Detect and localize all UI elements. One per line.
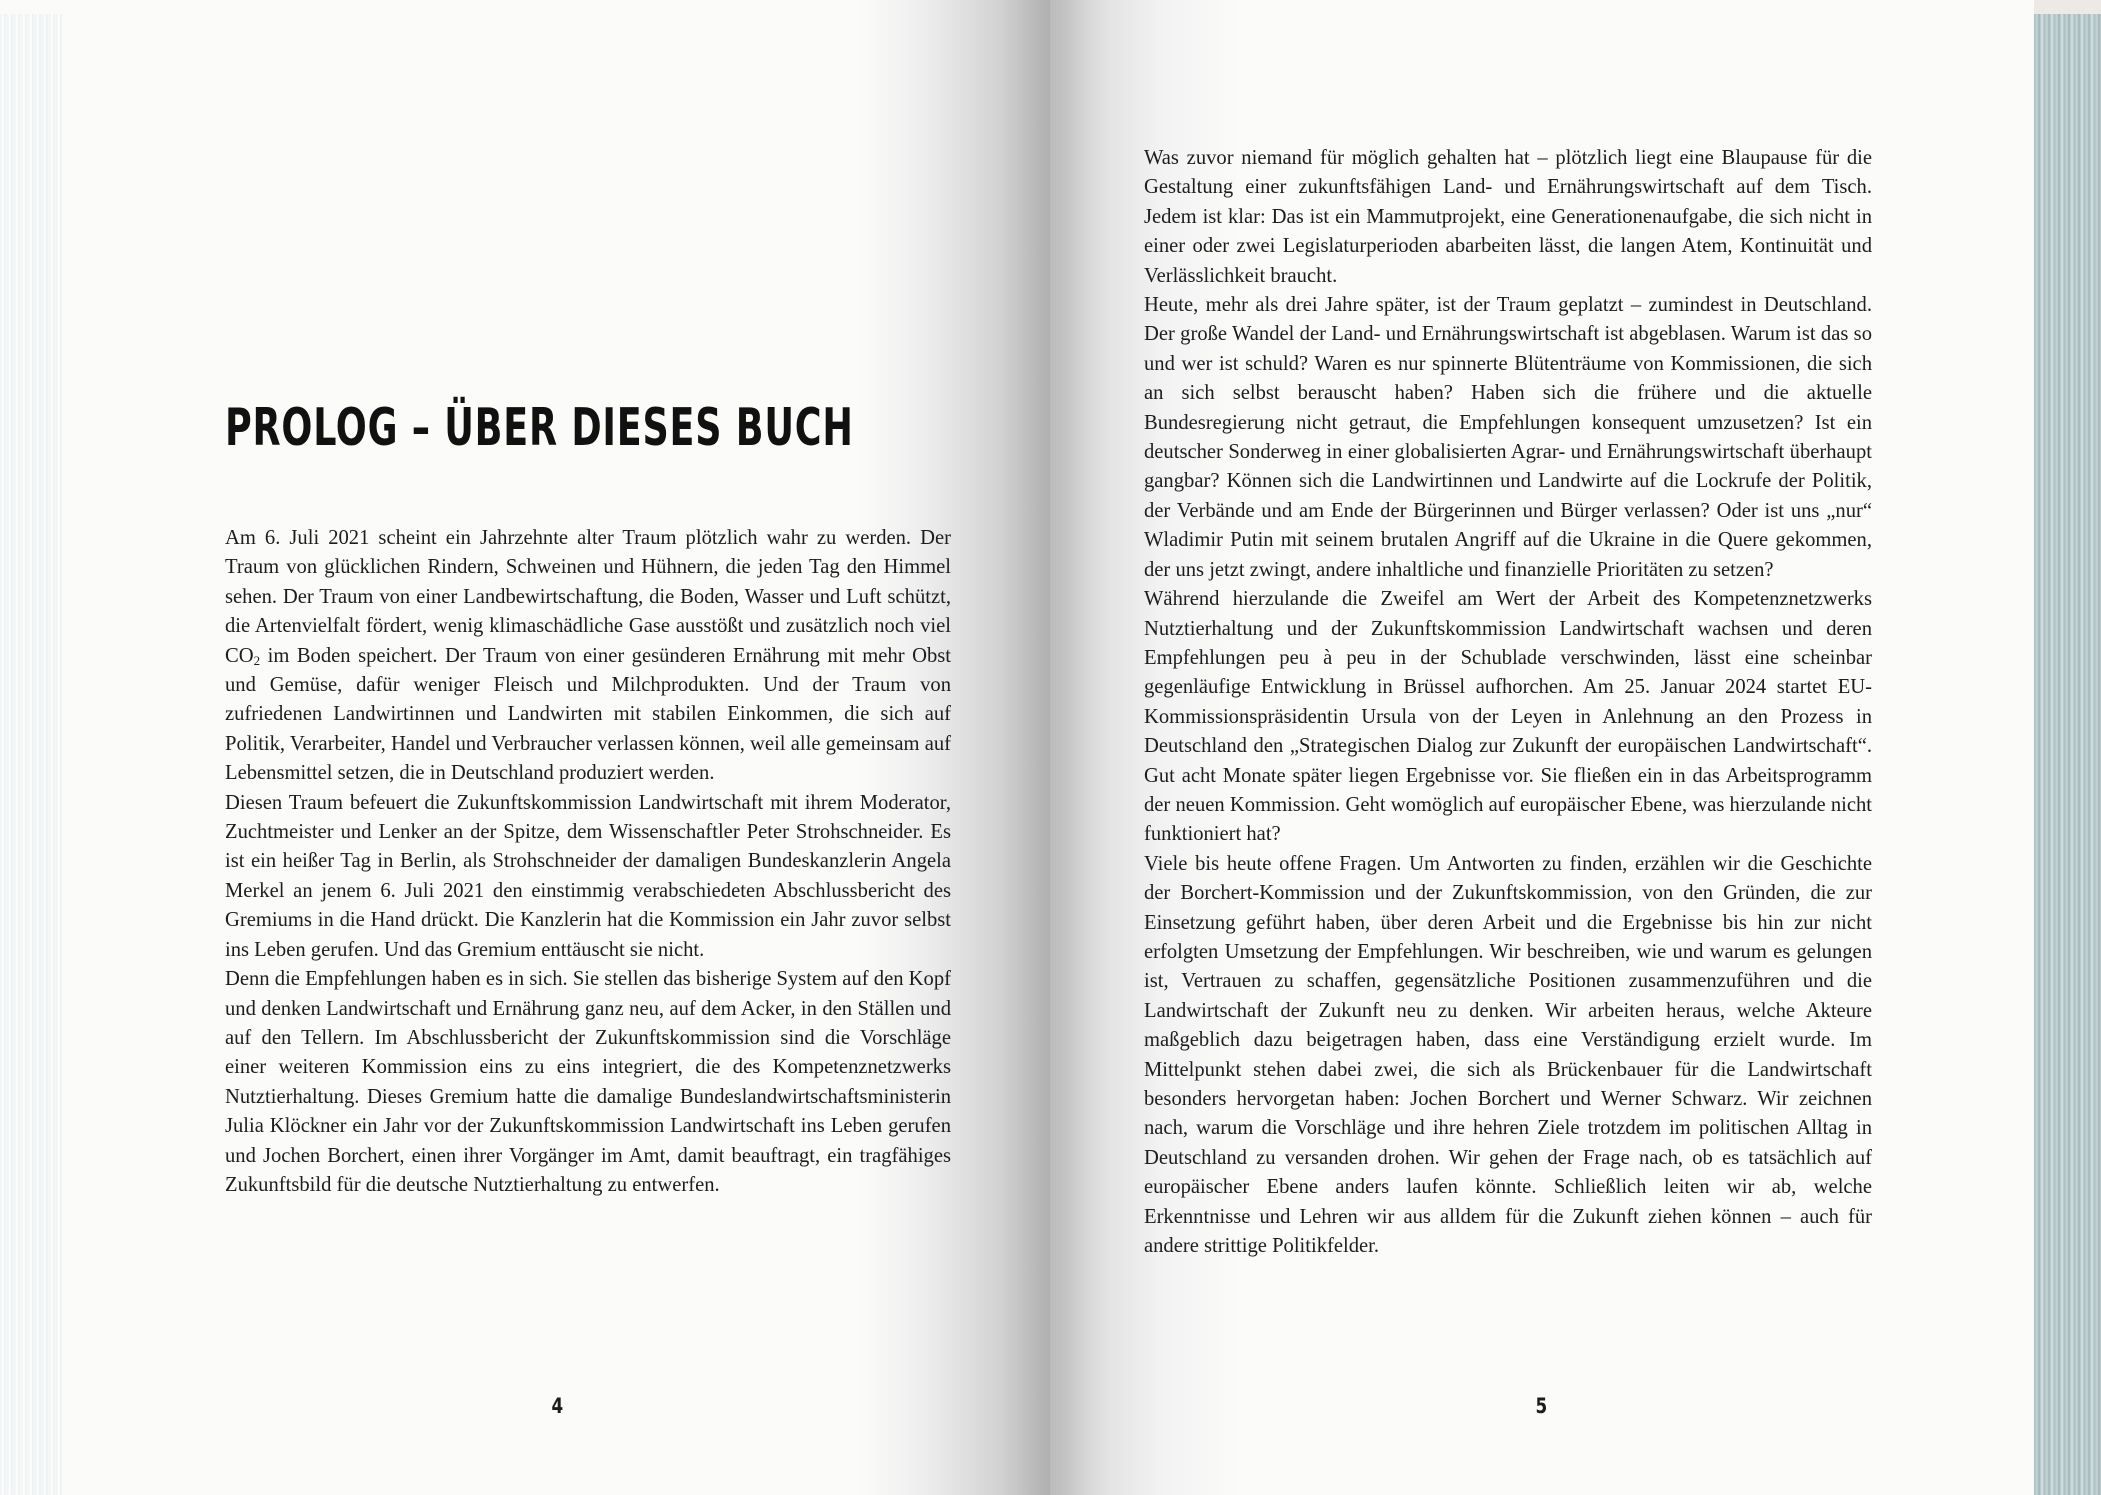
- book-gutter-shadow: [1000, 0, 1110, 1495]
- paragraph: Am 6. Juli 2021 scheint ein Jahrzehnte alter Traum plötzlich wahr zu werden. Der Traum von glücklichen Rindern, Schweinen und Hühnern, die jeden Tag den Himmel sehen. Der Traum von einer Landbewirtschaftung, die Boden, Wasser und Luft schützt, die Artenvielfalt fördert, wenig klimaschädliche Gase ausstößt und zusätzlich noch viel $CO_2$ im Boden speichert. Der Traum von einer gesünderen Ernährung mit mehr Obst und Gemüse, dafür weniger Fleisch und Milchprodukten. Und der Traum von zufriedenen Landwirtinnen und Landwirten mit stabilen Einkommen, die sich auf Politik, Verarbeiter, Handel und Verbraucher verlassen können, weil alle gemeinsam auf Lebensmittel setzen, die in Deutschland produziert werden.: [225, 527, 951, 785]
- left-page-body: [225, 524, 951, 1200]
- right-page-edges: [2034, 14, 2101, 1495]
- left-page-edge: [0, 14, 62, 1495]
- right-page-body: [1144, 144, 1872, 1261]
- paragraph: Heute, mehr als drei Jahre später, ist der Traum geplatzt – zumindest in Deutschland. Der große Wandel der Land- und Ernährungswirtschaft ist abgeblasen. Warum ist das so und wer ist schuld? Waren es nur spinnerte Blütenträume von Kommissionen, die sich an sich selbst berauscht haben? Haben sich die frühere und die aktuelle Bundesregierung nicht getraut, die Empfehlungen konsequent umzusetzen? Ist ein deutscher Sonderweg in einer globalisierten Agrar- und Ernährungswirtschaft überhaupt gangbar? Können sich die Landwirtinnen und Landwirte auf die Lockrufe der Politik, der Verbände und am Ende der Bürgerinnen und Bürger verlassen? Oder ist uns „nur“ Wladimir Putin mit seinem brutalen Angriff auf die Ukraine in die Quere gekommen, der uns jetzt zwingt, andere inhaltliche und finanzielle Prioritäten zu setzen?: [1144, 294, 1872, 581]
- chapter-title: PROLOG – ÜBER DIESES BUCH: [225, 398, 854, 458]
- paragraph: Viele bis heute offene Fragen. Um Antworten zu finden, erzählen wir die Geschichte der Borchert-Kommission und der Zukunftskommission, von den Gründen, die zur Einsetzung geführt haben, über deren Arbeit und die Ergebnisse bis hin zur nicht erfolgten Umsetzung der Empfehlungen. Wir beschreiben, wie und warum es gelungen ist, Vertrauen zu schaffen, gegensätzliche Positionen zusammenzuführen und die Landwirtschaft der Zukunft neu zu denken. Wir arbeiten heraus, welche Akteure maßgeblich dazu beigetragen haben, dass eine Verständigung erzielt wurde. Im Mittelpunkt stehen dabei zwei, die sich als Brückenbauer für die Landwirtschaft besonders hervorgetan haben: Jochen Borchert und Werner Schwarz. Wir zeichnen nach, warum die Vorschläge und ihre hehren Ziele trotzdem im politischen Alltag in Deutschland zu versanden drohen. Wir gehen der Frage nach, ob es tatsächlich auf europäischer Ebene anders laufen könnte. Schließlich leiten wir ab, welche Erkenntnisse und Lehren wir aus alldem für die Zukunft ziehen können – auch für andere strittige Politikfelder.: [1144, 852, 1872, 1258]
- paragraph: Was zuvor niemand für möglich gehalten hat – plötzlich liegt eine Blaupause für die Gestaltung einer zukunftsfähigen Land- und Ernährungswirtschaft auf dem Tisch. Jedem ist klar: Das ist ein Mammutprojekt, eine Generationenaufgabe, die sich nicht in einer oder zwei Legislaturperioden abarbeiten lässt, die langen Atem, Kontinuität und Verlässlichkeit braucht.: [1144, 147, 1872, 287]
- subscript: 2: [253, 652, 261, 668]
- page-number-right: 5: [1535, 1394, 1548, 1418]
- paragraph: Diesen Traum befeuert die Zukunftskommission Landwirtschaft mit ihrem Moderator, Zuchtmeister und Lenker an der Spitze, dem Wissenschaftler Peter Strohschneider. Es ist ein heißer Tag in Berlin, als Strohschneider der damaligen Bundeskanzlerin Angela Merkel an jenem 6. Juli 2021 den einstimmig verabschiedeten Abschlussbericht des Gremiums in die Hand drückt. Die Kanzlerin hat die Kommission ein Jahr zuvor selbst ins Leben gerufen. Und das Gremium enttäuscht sie nicht.: [225, 791, 951, 961]
- paragraph: Denn die Empfehlungen haben es in sich. Sie stellen das bisherige System auf den Kopf und denken Landwirtschaft und Ernährung ganz neu, auf dem Acker, in den Ställen und auf den Tellern. Im Abschlussbericht der Zukunftskommission sind die Vorschläge einer weiteren Kommission eins zu eins integriert, die des Kompetenznetzwerks Nutztierhaltung. Dieses Gremium hatte die damalige Bundeslandwirtschaftsministerin Julia Klöckner ein Jahr vor der Zukunftskommission Landwirtschaft ins Leben gerufen und Jochen Borchert, einen ihrer Vorgänger im Amt, damit beauftragt, ein tragfähiges Zukunftsbild für die deutsche Nutztierhaltung zu entwerfen.: [225, 968, 951, 1196]
- page-number-left: 4: [551, 1394, 564, 1418]
- left-page: [0, 0, 1050, 1495]
- paragraph: Während hierzulande die Zweifel am Wert der Arbeit des Kompetenznetzwerks Nutztierhaltung und der Zukunftskommission Landwirtschaft wachsen und deren Empfehlungen peu à peu in der Schublade verschwinden, lässt eine scheinbar gegenläufige Entwicklung in Brüssel aufhorchen. Am 25. Januar 2024 startet EU-Kommissionspräsidentin Ursula von der Leyen in Anlehnung an den Prozess in Deutschland den „Strategischen Dialog zur Zukunft der europäischen Landwirtschaft“. Gut acht Monate später liegen Ergebnisse vor. Sie fließen ein in das Arbeitsprogramm der neuen Kommission. Geht womöglich auf europäischer Ebene, was hierzulande nicht funktioniert hat?: [1144, 588, 1872, 846]
